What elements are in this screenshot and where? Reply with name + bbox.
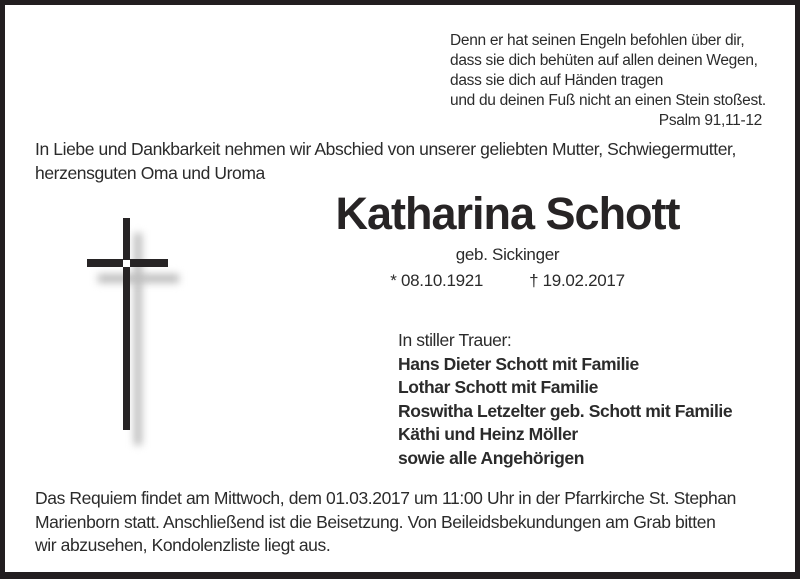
psalm-line: dass sie dich auf Händen tragen <box>450 72 664 89</box>
intro-text <box>35 137 736 185</box>
mourner-name: Lothar Schott mit Familie <box>398 377 599 398</box>
maiden-name: geb. Sickinger <box>455 245 560 264</box>
birth-date: * 08.10.1921 <box>390 271 484 290</box>
mourner-name: Hans Dieter Schott mit Familie <box>398 353 639 374</box>
cross-center-highlight <box>123 260 130 267</box>
psalm-line: Denn er hat seinen Engeln befohlen über dir, <box>450 32 745 49</box>
psalm-line: dass sie dich behüten auf allen deinen Wegen, <box>450 52 758 69</box>
life-dates <box>230 271 785 291</box>
funeral-line: Marienborn statt. Anschließend ist die Beisetzung. Von Beileidsbekundungen am Grab bitten <box>35 511 716 532</box>
deceased-block <box>230 190 785 291</box>
deceased-name: Katharina Schott <box>335 188 680 239</box>
intro-line: In Liebe und Dankbarkeit nehmen wir Abschied von unserer geliebten Mutter, Schwiegermutter, <box>35 139 736 159</box>
funeral-line: Das Requiem findet am Mittwoch, dem 01.03.2017 um 11:00 Uhr in der Pfarrkirche St. Stephan <box>35 488 736 508</box>
funeral-details <box>35 487 736 558</box>
cross-vertical-bar <box>123 218 130 430</box>
mourners-list <box>398 329 732 471</box>
death-date: † 19.02.2017 <box>529 271 625 290</box>
mourner-name: Roswitha Letzelter geb. Schott mit Familie <box>398 400 733 421</box>
psalm-reference: Psalm 91,11-12 <box>658 112 762 129</box>
psalm-quote <box>450 31 770 131</box>
intro-line: herzensguten Oma und Uroma <box>35 163 265 183</box>
mourner-name: Käthi und Heinz Möller <box>398 424 578 445</box>
mourners-heading: In stiller Trauer: <box>398 330 512 350</box>
mourner-name: sowie alle Angehörigen <box>398 447 585 468</box>
funeral-line: wir abzusehen, Kondolenzliste liegt aus. <box>35 535 331 555</box>
psalm-line: und du deinen Fuß nicht an einen Stein stoßest. <box>450 92 766 109</box>
cross-shadow <box>98 274 179 283</box>
